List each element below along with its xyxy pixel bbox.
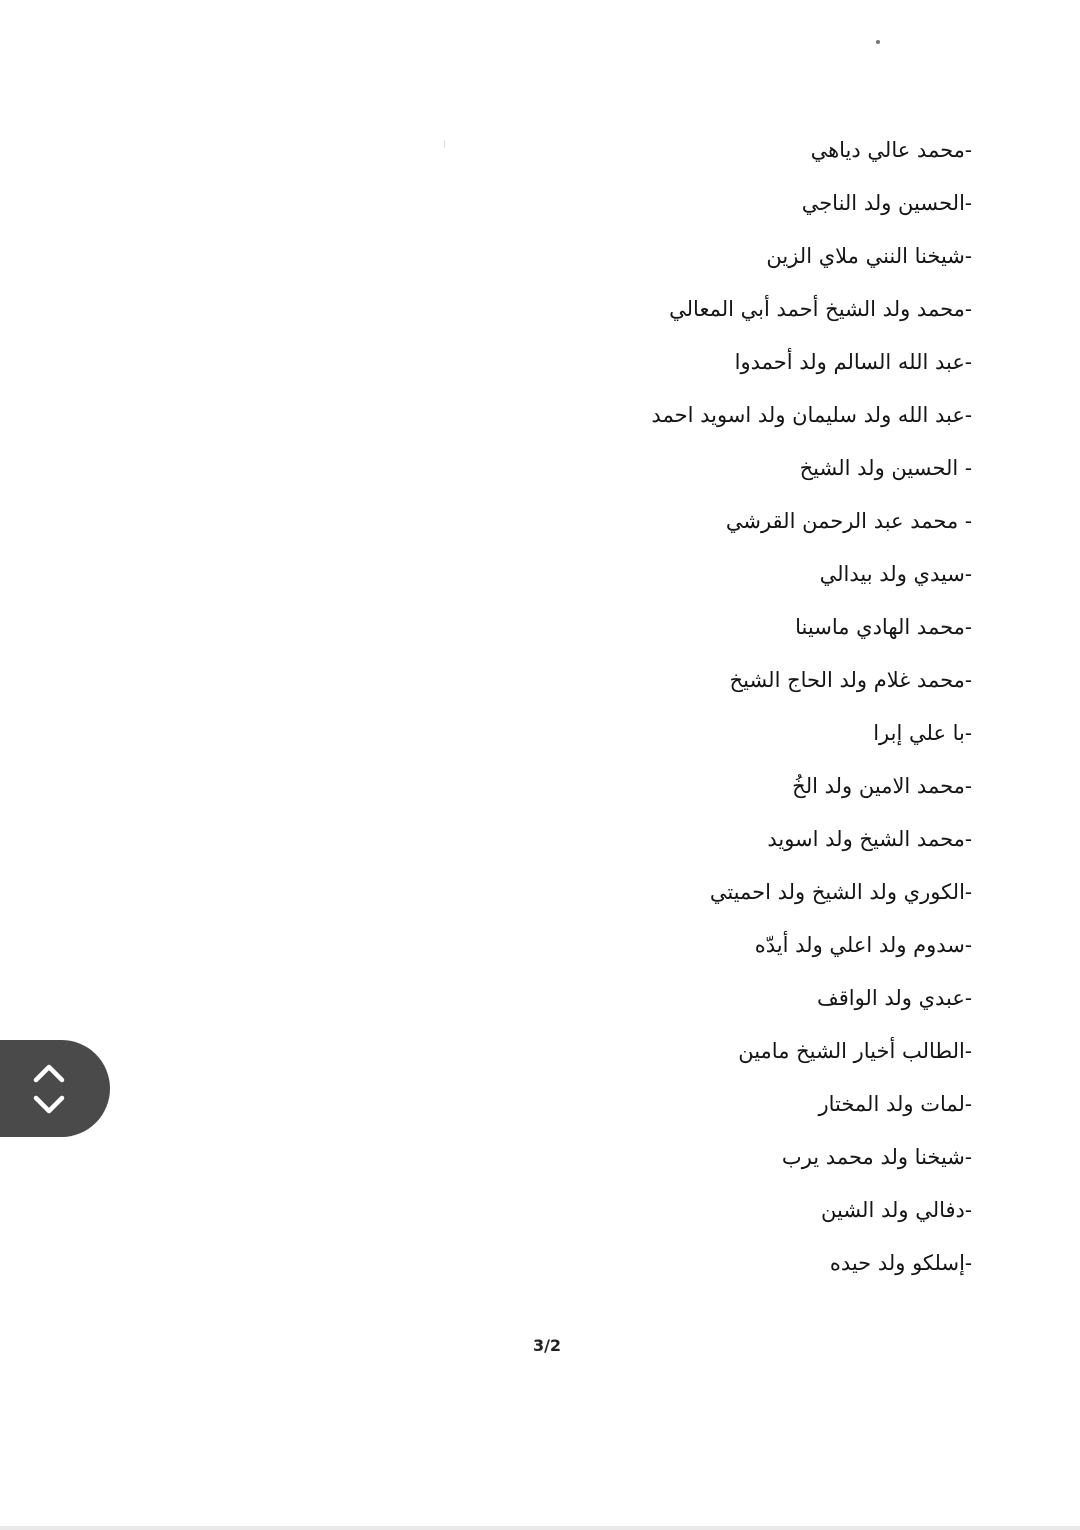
list-item: -محمد الهادي ماسينا	[795, 615, 972, 639]
scroll-down-button[interactable]	[28, 1088, 70, 1122]
scroll-up-button[interactable]	[28, 1056, 70, 1090]
list-item: -سدوم ولد اعلي ولد أيدّه	[754, 933, 972, 957]
list-item: -الطالب أخيار الشيخ مامين	[738, 1039, 972, 1063]
list-item: -عبدي ولد الواقف	[816, 986, 972, 1010]
list-item: -عبد الله ولد سليمان ولد اسويد احمد	[651, 403, 972, 427]
list-item: -محمد الامين ولد الخُ	[792, 774, 972, 798]
list-item: - الحسين ولد الشيخ	[799, 456, 972, 480]
chevron-down-icon	[28, 1088, 70, 1122]
list-item: -دفالي ولد الشين	[821, 1198, 972, 1222]
list-item: -محمد ولد الشيخ أحمد أبي المعالي	[669, 297, 972, 321]
list-item: -عبد الله السالم ولد أحمدوا	[734, 350, 972, 374]
list-item: -الحسين ولد الناجي	[801, 191, 972, 215]
chevron-up-icon	[28, 1056, 70, 1090]
list-item: - محمد عبد الرحمن القرشي	[725, 509, 972, 533]
names-list	[651, 124, 972, 1290]
list-item: -با علي إبرا	[873, 721, 972, 745]
list-item: -محمد غلام ولد الحاج الشيخ	[729, 668, 972, 692]
list-item: -إسلكو ولد حيده	[829, 1251, 972, 1275]
list-item: -الكوري ولد الشيخ ولد احميتي	[709, 880, 972, 904]
list-item: -لمات ولد المختار	[818, 1092, 972, 1116]
scan-speck	[876, 40, 880, 44]
list-item: -شيخنا النني ملاي الزين	[766, 244, 972, 268]
page-scroll-control	[0, 1040, 110, 1137]
scan-mark	[444, 140, 445, 148]
list-item: -محمد الشيخ ولد اسويد	[767, 827, 972, 851]
page-number: 3/2	[532, 1336, 562, 1355]
list-item: -محمد عالي دياهي	[810, 138, 972, 162]
list-item: -سيدي ولد بيدالي	[819, 562, 972, 586]
list-item: -شيخنا ولد محمد يرب	[781, 1145, 972, 1169]
